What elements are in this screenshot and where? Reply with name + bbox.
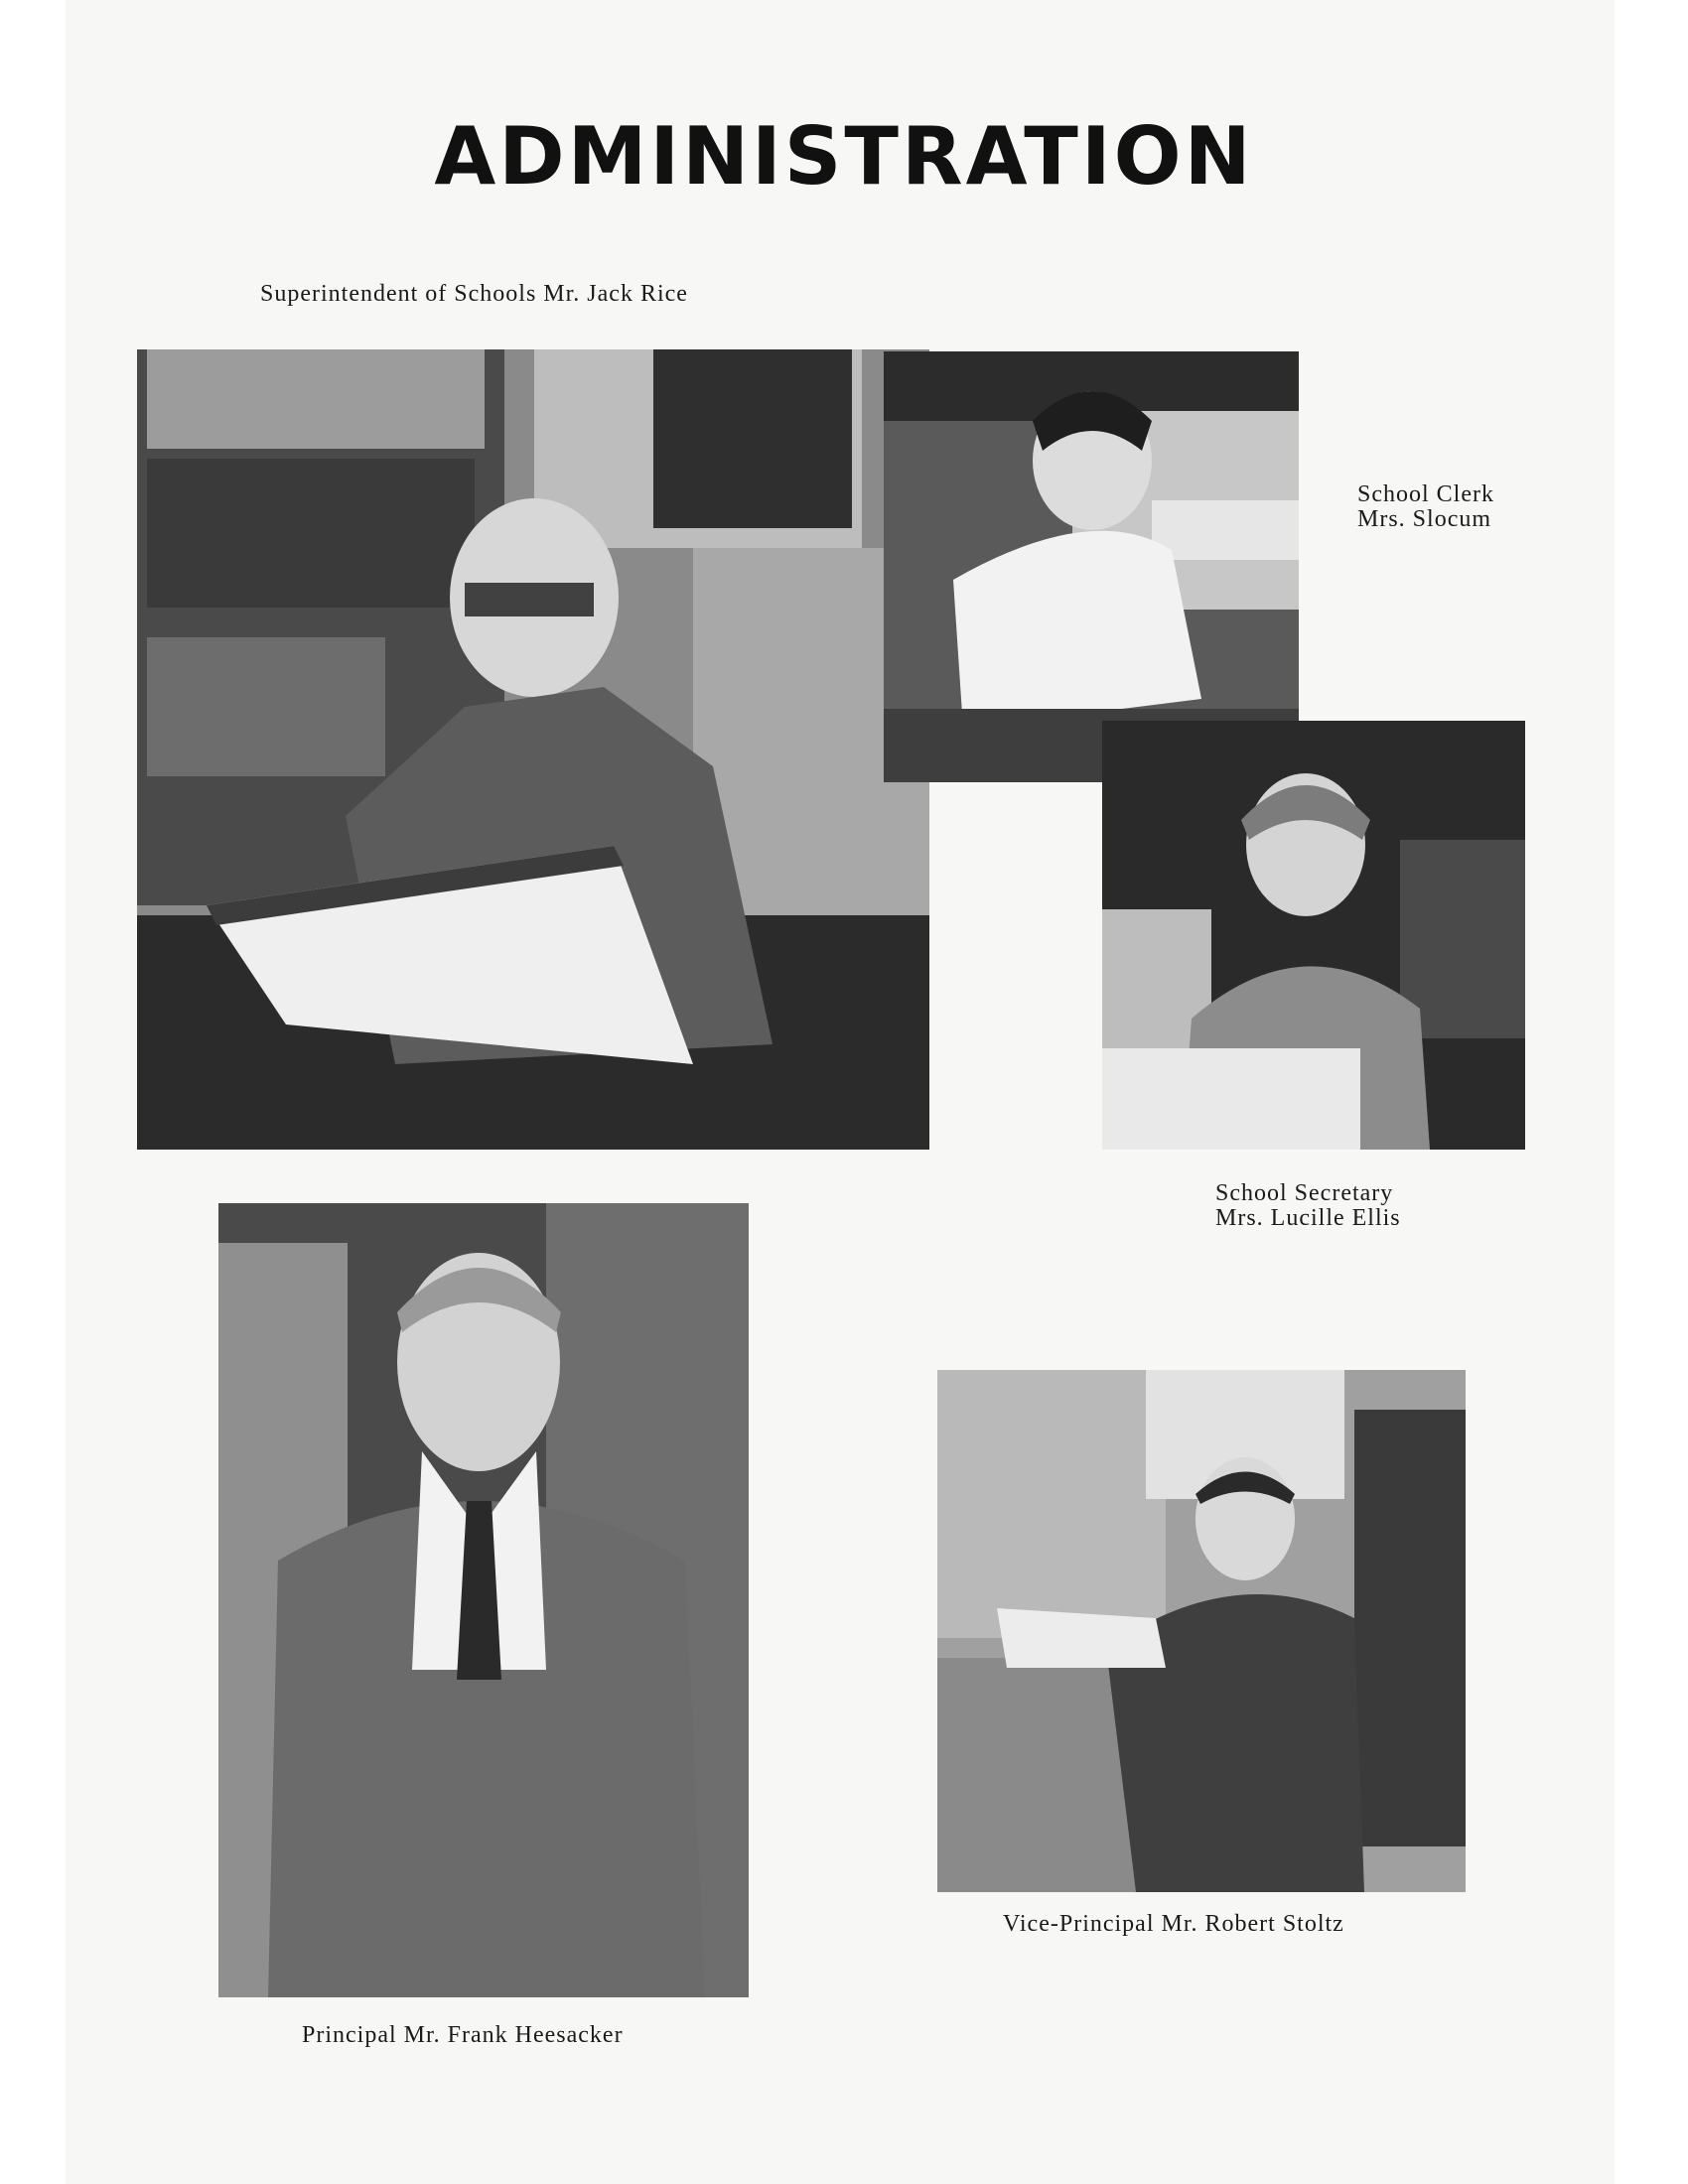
principal-caption: Principal Mr. Frank Heesacker [302, 2022, 624, 2048]
secretary-name: Mrs. Lucille Ellis [1215, 1205, 1401, 1232]
vice-principal-photo [937, 1370, 1466, 1892]
principal-photo [218, 1203, 749, 1997]
clerk-caption [1357, 482, 1494, 532]
clerk-name: Mrs. Slocum [1357, 506, 1492, 533]
clerk-photo [884, 351, 1299, 782]
secretary-caption [1215, 1181, 1401, 1231]
vice-principal-caption: Vice-Principal Mr. Robert Stoltz [1003, 1911, 1344, 1937]
secretary-role: School Secretary [1215, 1180, 1394, 1206]
page-title: ADMINISTRATION [434, 110, 1254, 203]
superintendent-caption: Superintendent of Schools Mr. Jack Rice [260, 281, 688, 307]
superintendent-photo [137, 349, 929, 1150]
clerk-role: School Clerk [1357, 481, 1494, 507]
secretary-photo [1102, 721, 1525, 1150]
